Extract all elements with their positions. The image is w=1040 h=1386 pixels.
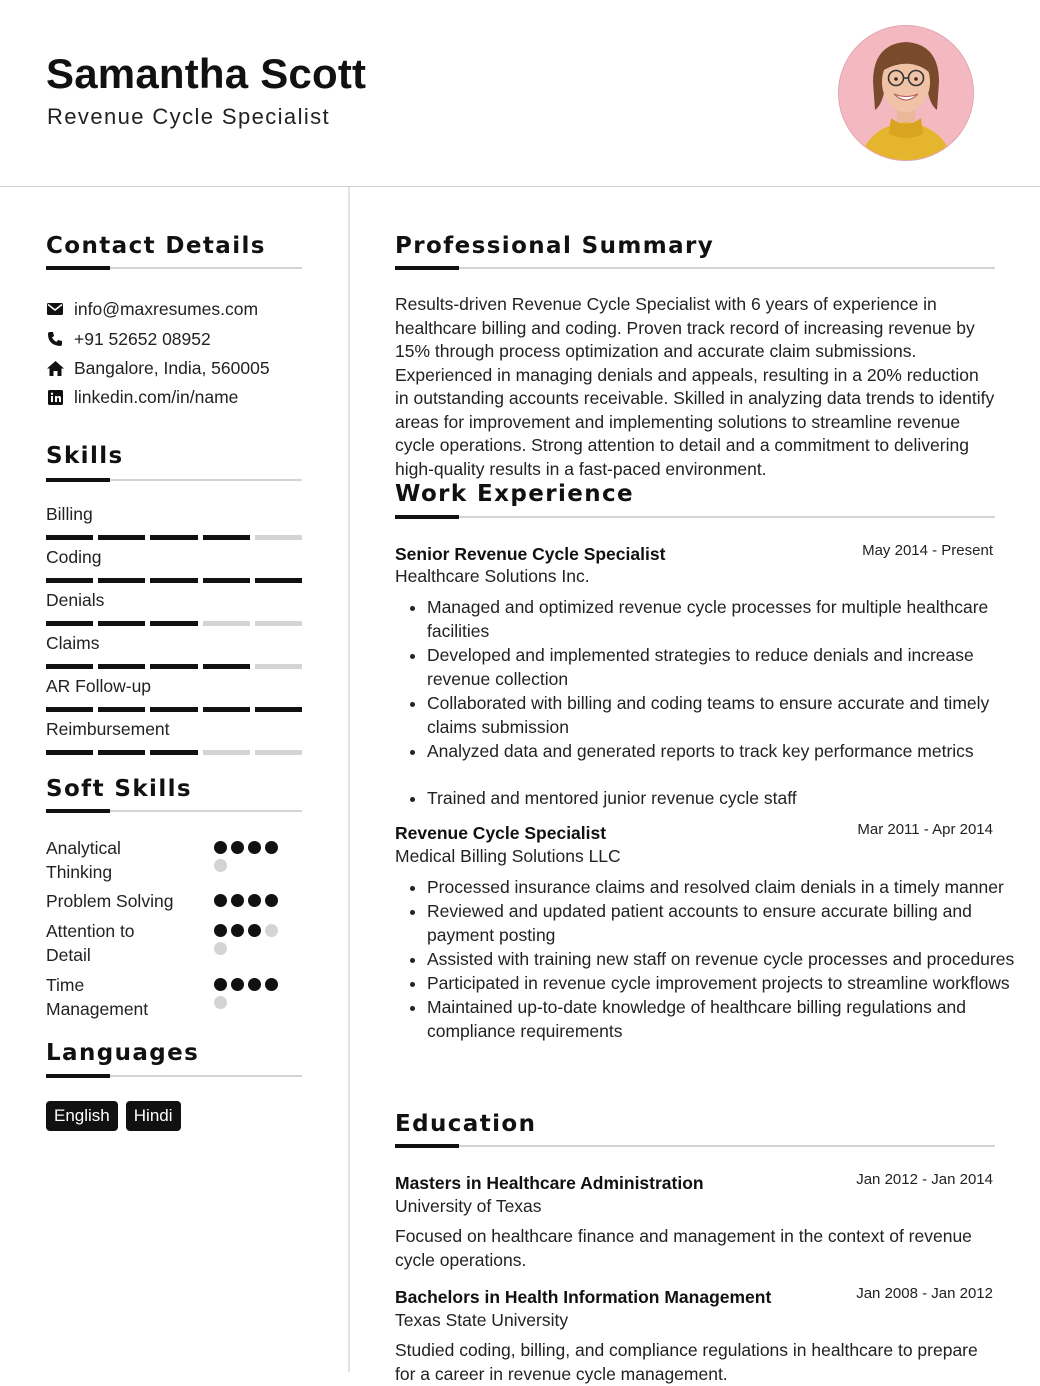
job-title: Senior Revenue Cycle Specialist — [395, 544, 666, 564]
contact-phone[interactable] — [46, 327, 211, 351]
job-title: Revenue Cycle Specialist — [395, 823, 607, 843]
experience-heading-rule — [395, 516, 995, 518]
skill-label: Reimbursement — [46, 719, 170, 739]
job-bullet: • Trained and mentored junior revenue cycle staff — [427, 786, 1027, 810]
degree-description: Focused on healthcare finance and management in the context of revenue cycle operations. — [395, 1226, 972, 1270]
school-name: Texas State University — [395, 1310, 569, 1330]
job-bullet: • Maintained up-to-date knowledge of healthcare billing regulations and compliance requirements — [427, 995, 1027, 1043]
skill-level-segment — [46, 621, 93, 626]
skill-level-segment — [46, 707, 93, 712]
rating-dot — [214, 841, 227, 854]
candidate-name: Samantha Scott — [46, 50, 367, 97]
degree-date: Jan 2012 - Jan 2014 — [856, 1171, 993, 1188]
degree-date: Jan 2008 - Jan 2012 — [856, 1285, 993, 1302]
skill-level-segment — [46, 578, 93, 583]
skill-level-segment — [98, 578, 145, 583]
skill-level-bar — [46, 664, 302, 669]
job-bullet: • Managed and optimized revenue cycle processes for multiple healthcare facilities — [427, 595, 1027, 643]
education-heading-rule — [395, 1145, 995, 1147]
job-bullet: • Developed and implemented strategies to reduce denials and increase revenue collection — [427, 643, 1027, 691]
skill-level-segment — [46, 750, 93, 755]
contact-address-text: Bangalore, India, 560005 — [74, 357, 270, 378]
rating-dot — [248, 841, 261, 854]
skills-heading-rule — [46, 479, 302, 481]
skill-level-segment — [203, 535, 250, 540]
rating-dot — [265, 978, 278, 991]
skill-level-segment — [255, 621, 302, 626]
contact-email-text: info@maxresumes.com — [74, 298, 259, 319]
rating-dot — [231, 841, 244, 854]
rating-dot — [265, 841, 278, 854]
skill-label: Claims — [46, 633, 100, 653]
soft-skill-rating — [214, 924, 294, 955]
job-bullets — [395, 875, 1027, 1043]
skill-level-segment — [98, 750, 145, 755]
soft-skill-label: Attention to Detail — [46, 921, 135, 965]
rating-dot — [248, 978, 261, 991]
summary-text: Results-driven Revenue Cycle Specialist with 6 years of experience in healthcare billing and coding. Proven track record of increasing revenue by 15% through process optimization and accurate claim submissions. Experienced in managing denials and appeals, resulting in a 20% reduction in outstanding accounts receivable. Skilled in analyzing data trends to identify areas for improvement and implementing solutions to streamline revenue cycle operations. Strong attention to detail and a commitment to delivering high-quality results in a fast-paced environment. — [395, 294, 995, 479]
job-bullets — [395, 595, 1027, 810]
contact-phone-text: +91 52652 08952 — [74, 328, 211, 349]
rating-dot — [231, 978, 244, 991]
job-company: Medical Billing Solutions LLC — [395, 846, 621, 866]
rating-dot — [214, 978, 227, 991]
contact-email[interactable] — [46, 297, 258, 321]
skill-label: Billing — [46, 504, 93, 524]
experience-heading: Work Experience — [395, 481, 635, 507]
skill-level-segment — [203, 664, 250, 669]
skill-level-bar — [46, 535, 302, 540]
job-bullet: • Collaborated with billing and coding teams to ensure accurate and timely claims submission — [427, 691, 1027, 739]
skill-level-bar — [46, 621, 302, 626]
degree-title: Bachelors in Health Information Management — [395, 1287, 772, 1307]
job-date: May 2014 - Present — [862, 542, 993, 559]
rating-dot — [248, 894, 261, 907]
rating-dot — [248, 924, 261, 937]
rating-dot — [231, 894, 244, 907]
skill-level-segment — [255, 535, 302, 540]
skill-level-segment — [150, 707, 197, 712]
rating-dot — [265, 894, 278, 907]
skill-level-segment — [150, 750, 197, 755]
rating-dot — [214, 924, 227, 937]
skill-level-segment — [255, 707, 302, 712]
candidate-title: Revenue Cycle Specialist — [47, 104, 331, 129]
language-tag: Hindi — [126, 1101, 181, 1131]
skill-level-segment — [150, 621, 197, 626]
column-divider — [348, 187, 350, 1372]
skill-level-segment — [255, 664, 302, 669]
envelope-icon — [46, 300, 64, 318]
contact-linkedin[interactable] — [46, 385, 238, 409]
soft-skills-heading: Soft Skills — [46, 776, 192, 802]
job-company: Healthcare Solutions Inc. — [395, 566, 590, 586]
rating-dot — [214, 996, 227, 1009]
job-bullet: • Participated in revenue cycle improvement projects to streamline workflows — [427, 971, 1027, 995]
home-icon — [46, 359, 64, 377]
skill-level-bar — [46, 707, 302, 712]
skill-level-segment — [46, 664, 93, 669]
phone-icon — [46, 330, 64, 348]
soft-skill-rating — [214, 978, 294, 1009]
degree-description: Studied coding, billing, and compliance regulations in healthcare to prepare for a career in revenue cycle management. — [395, 1340, 978, 1384]
skill-label: Denials — [46, 590, 105, 610]
rating-dot — [265, 924, 278, 937]
skill-level-segment — [203, 621, 250, 626]
soft-skill-rating — [214, 841, 294, 872]
soft-skill-label: Analytical Thinking — [46, 838, 121, 882]
languages-heading-rule — [46, 1075, 302, 1077]
degree-title: Masters in Healthcare Administration — [395, 1173, 704, 1193]
skill-level-segment — [255, 750, 302, 755]
contact-heading: Contact Details — [46, 233, 266, 259]
skill-level-segment — [255, 578, 302, 583]
skill-level-segment — [98, 535, 145, 540]
rating-dot — [214, 942, 227, 955]
contact-address — [46, 356, 270, 380]
contact-linkedin-text: linkedin.com/in/name — [74, 386, 239, 407]
linkedin-icon — [46, 388, 64, 406]
skill-level-segment — [150, 664, 197, 669]
rating-dot — [214, 894, 227, 907]
skill-level-segment — [150, 578, 197, 583]
job-bullet: • Reviewed and updated patient accounts to ensure accurate billing and payment posting — [427, 899, 1027, 947]
rating-dot — [214, 859, 227, 872]
skill-level-segment — [150, 535, 197, 540]
languages-heading: Languages — [46, 1040, 200, 1066]
resume-header — [0, 0, 1040, 187]
soft-skill-rating — [214, 894, 294, 907]
skill-level-segment — [98, 707, 145, 712]
skill-level-bar — [46, 750, 302, 755]
job-bullet: • Analyzed data and generated reports to track key performance metrics — [427, 739, 1027, 763]
skill-level-segment — [203, 707, 250, 712]
soft-skills-heading-rule — [46, 810, 302, 812]
education-heading: Education — [395, 1111, 537, 1137]
skill-label: AR Follow-up — [46, 676, 152, 696]
rating-dot — [231, 924, 244, 937]
skill-level-segment — [203, 750, 250, 755]
language-tag: English — [46, 1101, 118, 1131]
profile-photo — [838, 25, 974, 161]
skill-level-segment — [203, 578, 250, 583]
skills-heading: Skills — [46, 443, 124, 469]
portrait-illustration — [839, 26, 973, 160]
contact-heading-rule — [46, 267, 302, 269]
skill-level-segment — [98, 621, 145, 626]
skill-level-bar — [46, 578, 302, 583]
skill-level-segment — [98, 664, 145, 669]
summary-heading-rule — [395, 267, 995, 269]
job-bullet: • Processed insurance claims and resolved claim denials in a timely manner — [427, 875, 1027, 899]
soft-skill-label: Time Management — [46, 975, 149, 1019]
soft-skill-label: Problem Solving — [46, 891, 174, 911]
job-bullet: • Assisted with training new staff on revenue cycle processes and procedures — [427, 947, 1027, 971]
school-name: University of Texas — [395, 1196, 542, 1216]
summary-heading: Professional Summary — [395, 233, 715, 259]
languages-list — [46, 1101, 181, 1131]
job-date: Mar 2011 - Apr 2014 — [857, 821, 993, 838]
skill-label: Coding — [46, 547, 102, 567]
skill-level-segment — [46, 535, 93, 540]
